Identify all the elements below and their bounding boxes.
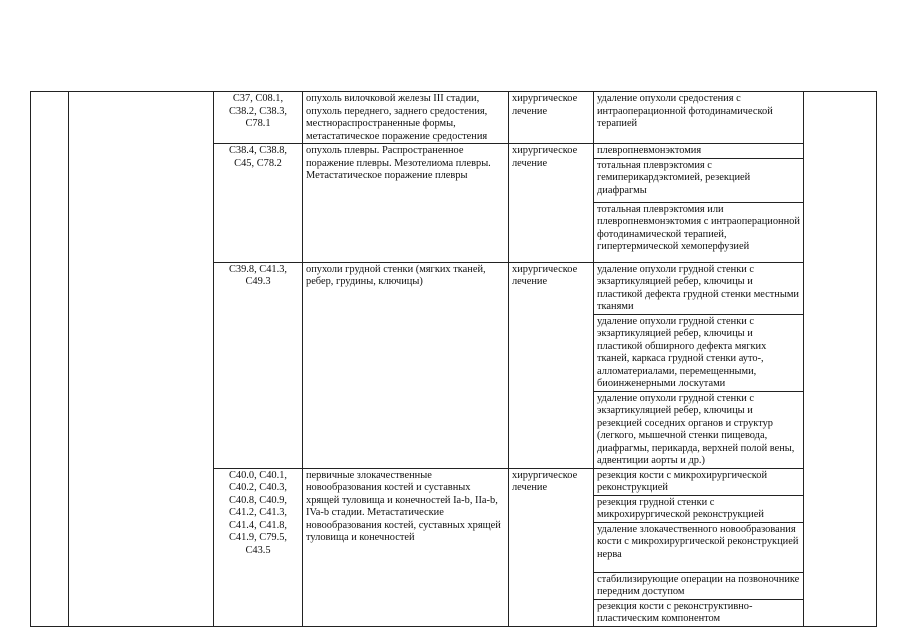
- method-cell: удаление опухоли средостения с интраоперационной фотодинамической терапией: [594, 92, 804, 144]
- treatment-type-cell: хирургическое лечение: [509, 144, 594, 263]
- method-cell: резекция грудной стенки с микрохирургической реконструкцией: [594, 495, 804, 522]
- method-cell: тотальная плеврэктомия с гемиперикардэктомией, резекцией диафрагмы: [594, 158, 804, 202]
- table-row: [31, 92, 877, 144]
- diagnosis-cell: первичные злокачественные новообразования костей и суставных хрящей туловища и конечностей Ia-b, IIa-b, IVa-b стадии. Метастатические новообразования костей, суставных хрящей туловища и конечностей: [303, 468, 509, 626]
- method-cell: тотальная плеврэктомия или плевропневмонэктомия с интраоперационной фотодинамической терапией, гипертермической хемоперфузией: [594, 202, 804, 262]
- icd-codes-cell: C37, C08.1, C38.2, C38.3, C78.1: [214, 92, 303, 144]
- method-cell: удаление злокачественного новообразования кости с микрохирургической реконструкцией нерва: [594, 522, 804, 572]
- procedures-table: [30, 91, 877, 627]
- treatment-type-cell: хирургическое лечение: [509, 92, 594, 144]
- method-cell: резекция кости с реконструктивно-пластическим компонентом: [594, 599, 804, 626]
- treatment-type-cell: хирургическое лечение: [509, 468, 594, 626]
- empty-cell: [69, 92, 214, 627]
- icd-codes-cell: C38.4, C38.8, C45, C78.2: [214, 144, 303, 263]
- method-cell: плевропневмонэктомия: [594, 144, 804, 159]
- table-body: [31, 92, 877, 627]
- icd-codes-cell: C39.8, C41.3, C49.3: [214, 262, 303, 468]
- icd-codes-cell: C40.0, C40.1, C40.2, C40.3, C40.8, C40.9, C41.2, C41.3, C41.4, C41.8, C41.9, C79.5, C43.5: [214, 468, 303, 626]
- diagnosis-cell: опухоль плевры. Распространенное поражение плевры. Мезотелиома плевры. Метастатическое поражение плевры: [303, 144, 509, 263]
- method-cell: удаление опухоли грудной стенки с экзартикуляцией ребер, ключицы и пластикой обширного дефекта мягких тканей, каркаса грудной стенки ауто-, алломатериалами, перемещенными, биоинженерными лоскутами: [594, 314, 804, 391]
- empty-cell: [31, 92, 69, 627]
- method-cell: резекция кости с микрохирургической реконструкцией: [594, 468, 804, 495]
- method-cell: удаление опухоли грудной стенки с экзартикуляцией ребер, ключицы и резекцией соседних органов и структур (легкого, мышечной стенки пищевода, диафрагмы, перикарда, верхней полой вены, адвентиции аорты и др.): [594, 391, 804, 468]
- empty-cell: [804, 92, 877, 627]
- diagnosis-cell: опухоль вилочковой железы III стадии, опухоль переднего, заднего средостения, местнораспространенные формы, метастатическое поражение средостения: [303, 92, 509, 144]
- method-cell: удаление опухоли грудной стенки с экзартикуляцией ребер, ключицы и пластикой дефекта грудной стенки местными тканями: [594, 262, 804, 314]
- treatment-type-cell: хирургическое лечение: [509, 262, 594, 468]
- method-cell: стабилизирующие операции на позвоночнике передним доступом: [594, 572, 804, 599]
- diagnosis-cell: опухоли грудной стенки (мягких тканей, ребер, грудины, ключицы): [303, 262, 509, 468]
